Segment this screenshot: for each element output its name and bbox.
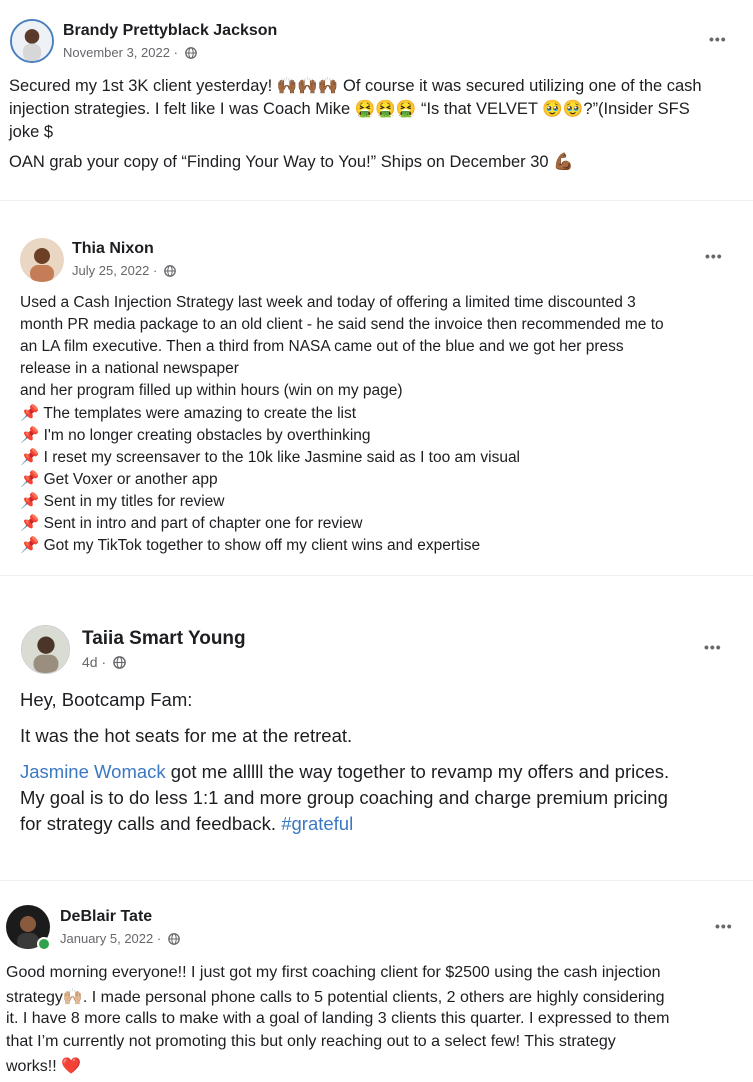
post-text-line: Good morning everyone!! I just got my first coaching client for $2500 using the cash injection — [6, 964, 661, 981]
post-text-line: release in a national newspaper — [20, 360, 239, 377]
post-date-text: November 3, 2022 — [63, 45, 170, 60]
online-status-icon — [37, 937, 51, 951]
post-text-line: it. I have 8 more calls to make with a goal of landing 3 clients this quarter. I expressed to them — [6, 1010, 670, 1027]
post-text-line: joke $ — [9, 123, 54, 141]
author-name[interactable]: Thia Nixon — [72, 240, 154, 257]
author-name[interactable]: Taiia Smart Young — [82, 628, 246, 649]
globe-icon — [168, 933, 180, 945]
post-text-line: 📌 The templates were amazing to create the list — [20, 405, 357, 422]
post-text-segment: for strategy calls and feedback. — [20, 813, 282, 834]
post-date[interactable]: November 3, 2022 · — [63, 45, 197, 60]
author-name[interactable]: DeBlair Tate — [60, 908, 153, 925]
post-text-line: works!! ❤️ — [6, 1058, 82, 1075]
post-text-line: 📌 I'm no longer creating obstacles by overthinking — [20, 427, 371, 444]
post-text-line: 📌 I reset my screensaver to the 10k like Jasmine said as I too am visual — [20, 449, 521, 466]
more-options-icon[interactable]: ••• — [705, 248, 723, 264]
post-text-line: 📌 Get Voxer or another app — [20, 471, 218, 488]
post-greeting: Hey, Bootcamp Fam: — [20, 689, 193, 710]
author-name[interactable]: Brandy Prettyblack Jackson — [63, 22, 278, 39]
post-text-line: Secured my 1st 3K client yesterday! 🙌🏾🙌🏾🙌🏾 Of course it was secured utilizing one of the cash — [9, 77, 702, 95]
post-date-text: July 25, 2022 — [72, 263, 150, 278]
post-text-line: 📌 Got my TikTok together to show off my client wins and expertise — [20, 537, 481, 554]
post-text-line: It was the hot seats for me at the retreat. — [20, 725, 353, 746]
post-text-line: OAN grab your copy of “Finding Your Way to You!” Ships on December 30 💪🏾 — [9, 153, 574, 171]
post-text-line: Used a Cash Injection Strategy last week and today of offering a limited time discounted 3 — [20, 294, 636, 311]
post-text-segment: got me alllll the way together to revamp my offers and prices. — [165, 761, 670, 782]
post-text-line: month PR media package to an old client - he said send the invoice then recommended me to — [20, 316, 664, 333]
post-text-line: My goal is to do less 1:1 and more group coaching and charge premium pricing — [20, 787, 668, 808]
post-text-line: 📌 Sent in intro and part of chapter one for review — [20, 515, 363, 532]
post-date[interactable]: January 5, 2022 · — [60, 931, 180, 946]
more-options-icon[interactable]: ••• — [709, 31, 727, 47]
post-text-line: strategy🙌🏼. I made personal phone calls to 5 potential clients, 2 others are highly considering — [6, 989, 665, 1006]
post-text-line: and her program filled up within hours (win on my page) — [20, 382, 403, 399]
post-text-line: injection strategies. I felt like I was Coach Mike 🤮🤮🤮 “Is that VELVET 🥹🥹?”(Insider SFS — [9, 100, 690, 118]
more-options-icon[interactable]: ••• — [704, 639, 722, 655]
post-date[interactable]: July 25, 2022 · — [72, 263, 176, 278]
hashtag-link[interactable]: #grateful — [281, 813, 354, 834]
post-date[interactable]: 4d · — [82, 654, 126, 670]
post-text-line: that I’m currently not promoting this but only reaching out to a select few! This strategy — [6, 1033, 616, 1050]
post-text-line: 📌 Sent in my titles for review — [20, 493, 225, 510]
post-date-text: 4d — [82, 654, 98, 670]
post-date-text: January 5, 2022 — [60, 931, 154, 946]
more-options-icon[interactable]: ••• — [715, 918, 733, 934]
mention-link[interactable]: Jasmine Womack — [20, 761, 166, 782]
post-text-line: an LA film executive. Then a third from NASA came out of the blue and we got her press — [20, 338, 624, 355]
